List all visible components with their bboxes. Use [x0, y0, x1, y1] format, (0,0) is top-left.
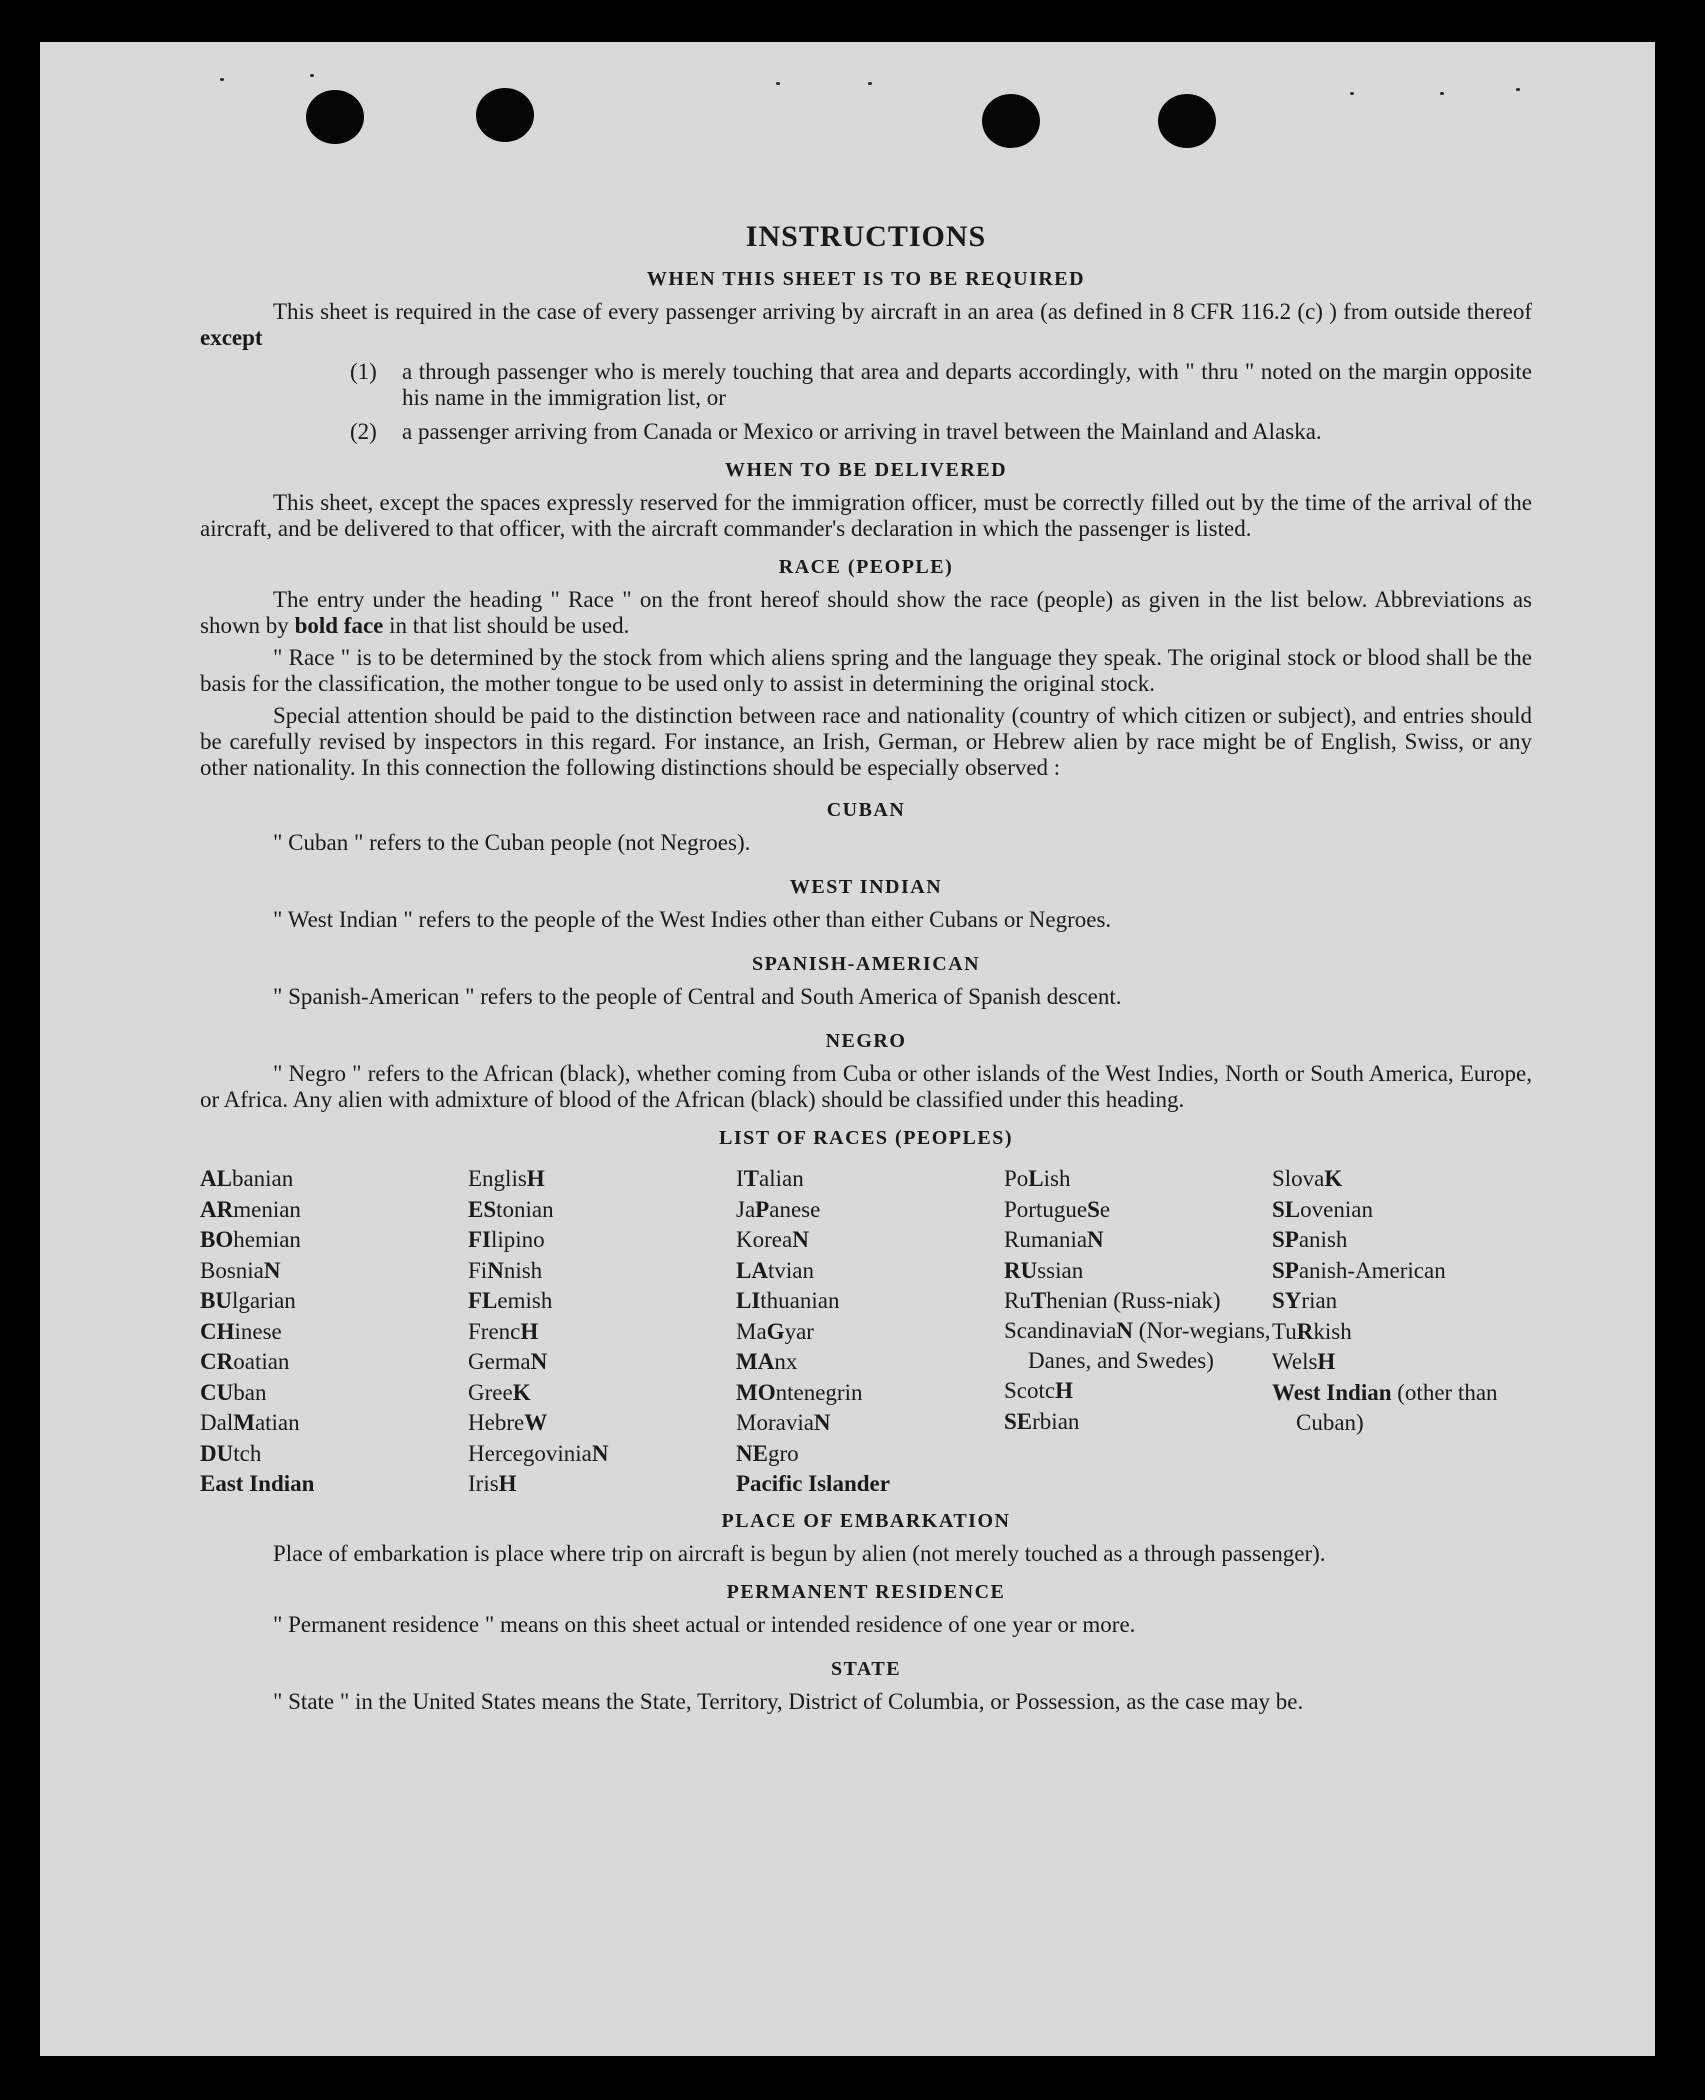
- race-entry: CUban: [200, 1379, 267, 1405]
- race-entry: SlovaK: [1272, 1166, 1343, 1191]
- punch-hole: [306, 90, 364, 144]
- race-entry: RumaniaN: [1004, 1227, 1104, 1252]
- race-entry: East Indian: [200, 1471, 315, 1496]
- race-entry: KoreaN: [736, 1227, 809, 1252]
- punch-hole: [1158, 94, 1216, 148]
- item-number: (2): [350, 419, 377, 444]
- races-column-1: [200, 1164, 468, 1500]
- section-heading-required: WHEN THIS SHEET IS TO BE REQUIRED: [646, 268, 1086, 290]
- race-entry: CRoatian: [200, 1349, 290, 1374]
- race-entry: JaPanese: [736, 1196, 821, 1222]
- section-heading-embarkation: PLACE OF EMBARKATION: [721, 1509, 1011, 1532]
- embarkation-text: Place of embarkation is place where trip on aircraft is begun by alien (not merely touched as a through passenger).: [273, 1540, 1326, 1566]
- race-entry: HercegoviniaN: [468, 1440, 609, 1466]
- races-column-2: [468, 1164, 736, 1500]
- race-entry: DalMatian: [200, 1410, 300, 1435]
- race-entry: ITalian: [736, 1166, 804, 1191]
- residence-text: " Permanent residence " means on this sheet actual or intended residence of one year or more.: [273, 1611, 1136, 1637]
- race-entry: ScandinaviaN (Nor-wegians, Danes, and Swedes): [1004, 1318, 1271, 1373]
- races-column-5: [1272, 1164, 1540, 1500]
- speck: [1440, 92, 1444, 95]
- race-entry: EnglisH: [468, 1166, 545, 1191]
- speck: [1516, 88, 1520, 91]
- section-heading-west-indian: WEST INDIAN: [789, 876, 943, 898]
- race-entry: LAtvian: [736, 1257, 814, 1283]
- race-entry: HebreW: [468, 1410, 548, 1435]
- race-entry: West Indian (other than Cuban): [1272, 1379, 1498, 1435]
- race-entry: FrencH: [468, 1318, 539, 1344]
- section-heading-race: RACE (PEOPLE): [778, 556, 954, 578]
- race-entry: PortugueSe: [1004, 1196, 1111, 1222]
- cuban-text: " Cuban " refers to the Cuban people (not Negroes).: [273, 830, 751, 855]
- section-heading-state: STATE: [830, 1657, 902, 1680]
- race-entry: ScotcH: [1004, 1378, 1073, 1403]
- required-intro: This sheet is required in the case of every passenger arriving by aircraft in an area (as defined in 8 CFR 116.2 (c) ) from outside thereof except: [200, 299, 1532, 350]
- speck: [310, 74, 314, 77]
- negro-text: " Negro " refers to the African (black), whether coming from Cuba or other islands of the West Indies, North or South America, Europe, or Africa. Any alien with admixture of blood of the African (black) should be classified under this heading.: [200, 1061, 1532, 1112]
- races-column-4: [1004, 1164, 1272, 1500]
- document-sheet: [40, 42, 1655, 2056]
- race-entry: DUtch: [200, 1440, 262, 1466]
- race-entry: MaGyar: [736, 1318, 814, 1344]
- item-text: a passenger arriving from Canada or Mexico or arriving in travel between the Mainland and Alaska.: [402, 419, 1322, 444]
- race-entry: FiNnish: [468, 1257, 543, 1283]
- race-entry: BUlgarian: [200, 1288, 296, 1313]
- race-entry: WelsH: [1272, 1349, 1336, 1374]
- instructions-content: [200, 182, 1532, 1715]
- race-entry: FIlipino: [468, 1227, 545, 1252]
- item-text: a through passenger who is merely touching that area and departs accordingly, with " thru " noted on the margin opposite his name in the immigration list, or: [402, 359, 1532, 410]
- speck: [220, 78, 224, 81]
- section-heading-delivered: WHEN TO BE DELIVERED: [724, 459, 1008, 481]
- race-entry: GermaN: [468, 1349, 548, 1374]
- race-entry: PoLish: [1004, 1166, 1071, 1191]
- item-number: (1): [350, 359, 377, 384]
- race-paragraph-2: " Race " is to be determined by the stock from which aliens spring and the language they speak. The original stock or blood shall be the basis for the classification, the mother tongue to be used only to assist in determining the original stock.: [200, 645, 1532, 696]
- required-except: except: [200, 325, 263, 350]
- page-title: INSTRUCTIONS: [745, 220, 987, 253]
- race-entry: MoraviaN: [736, 1410, 831, 1435]
- speck: [868, 82, 872, 85]
- race-paragraph-1: The entry under the heading " Race " on the front hereof should show the race (people) as given in the list below. Abbreviations as shown by bold face in that list should be used.: [200, 587, 1532, 638]
- race-entry: MAnx: [736, 1349, 798, 1374]
- race-entry: RuThenian (Russ-niak): [1004, 1288, 1221, 1313]
- punch-hole: [982, 94, 1040, 148]
- section-heading-residence: PERMANENT RESIDENCE: [726, 1580, 1006, 1603]
- bold-face-text: bold face: [294, 613, 384, 638]
- race-entry: CHinese: [200, 1318, 282, 1344]
- race-entry: EStonian: [468, 1196, 554, 1222]
- races-column-3: [736, 1164, 1004, 1500]
- race-entry: BOhemian: [200, 1227, 301, 1252]
- race-entry: MOntenegrin: [736, 1379, 863, 1405]
- race-entry: Pacific Islander: [736, 1471, 890, 1496]
- section-heading-list-of-races: LIST OF RACES (PEOPLES): [718, 1127, 1013, 1149]
- race-entry: BosniaN: [200, 1257, 281, 1283]
- race-entry: FLemish: [468, 1288, 553, 1313]
- state-text: " State " in the United States means the State, Territory, District of Columbia, or Possession, as the case may be.: [273, 1688, 1304, 1714]
- spanish-american-text: " Spanish-American " refers to the people of Central and South America of Spanish descent.: [273, 984, 1122, 1009]
- delivered-text: This sheet, except the spaces expressly reserved for the immigration officer, must be correctly filled out by the time of the arrival of the aircraft, and be delivered to that officer, with the aircraft commander's declaration in which the passenger is listed.: [200, 490, 1532, 541]
- punch-hole: [476, 88, 534, 142]
- required-item-2: [200, 419, 1532, 445]
- race-entry: RUssian: [1004, 1257, 1084, 1283]
- race-entry: SYrian: [1272, 1288, 1338, 1313]
- race-entry: GreeK: [468, 1379, 531, 1405]
- race-entry: SPanish: [1272, 1227, 1348, 1252]
- race-entry: IrisH: [468, 1471, 517, 1496]
- race-entry: SErbian: [1004, 1408, 1080, 1434]
- race-entry: ALbanian: [200, 1166, 294, 1191]
- race-entry: LIthuanian: [736, 1288, 840, 1313]
- race-entry: ARmenian: [200, 1196, 301, 1222]
- race-entry: SLovenian: [1272, 1196, 1373, 1222]
- races-list: [200, 1164, 1532, 1500]
- speck: [776, 82, 780, 85]
- section-heading-spanish-american: SPANISH-AMERICAN: [751, 953, 981, 975]
- section-heading-cuban: CUBAN: [826, 799, 906, 821]
- required-item-1: [200, 359, 1532, 411]
- race-entry: TuRkish: [1272, 1318, 1352, 1344]
- race-paragraph-3: Special attention should be paid to the distinction between race and nationality (country of which citizen or subject), and entries should be carefully revised by inspectors in this regard. For instance, an Irish, German, or Hebrew alien by race might be of English, Swiss, or any other nationality. In this connection the following distinctions should be especially observed :: [200, 703, 1532, 780]
- west-indian-text: " West Indian " refers to the people of the West Indies other than either Cubans or Negroes.: [273, 907, 1112, 932]
- race-entry: NEgro: [736, 1440, 799, 1466]
- section-heading-negro: NEGRO: [825, 1030, 907, 1052]
- speck: [1350, 92, 1354, 95]
- race-entry: SPanish-American: [1272, 1257, 1446, 1283]
